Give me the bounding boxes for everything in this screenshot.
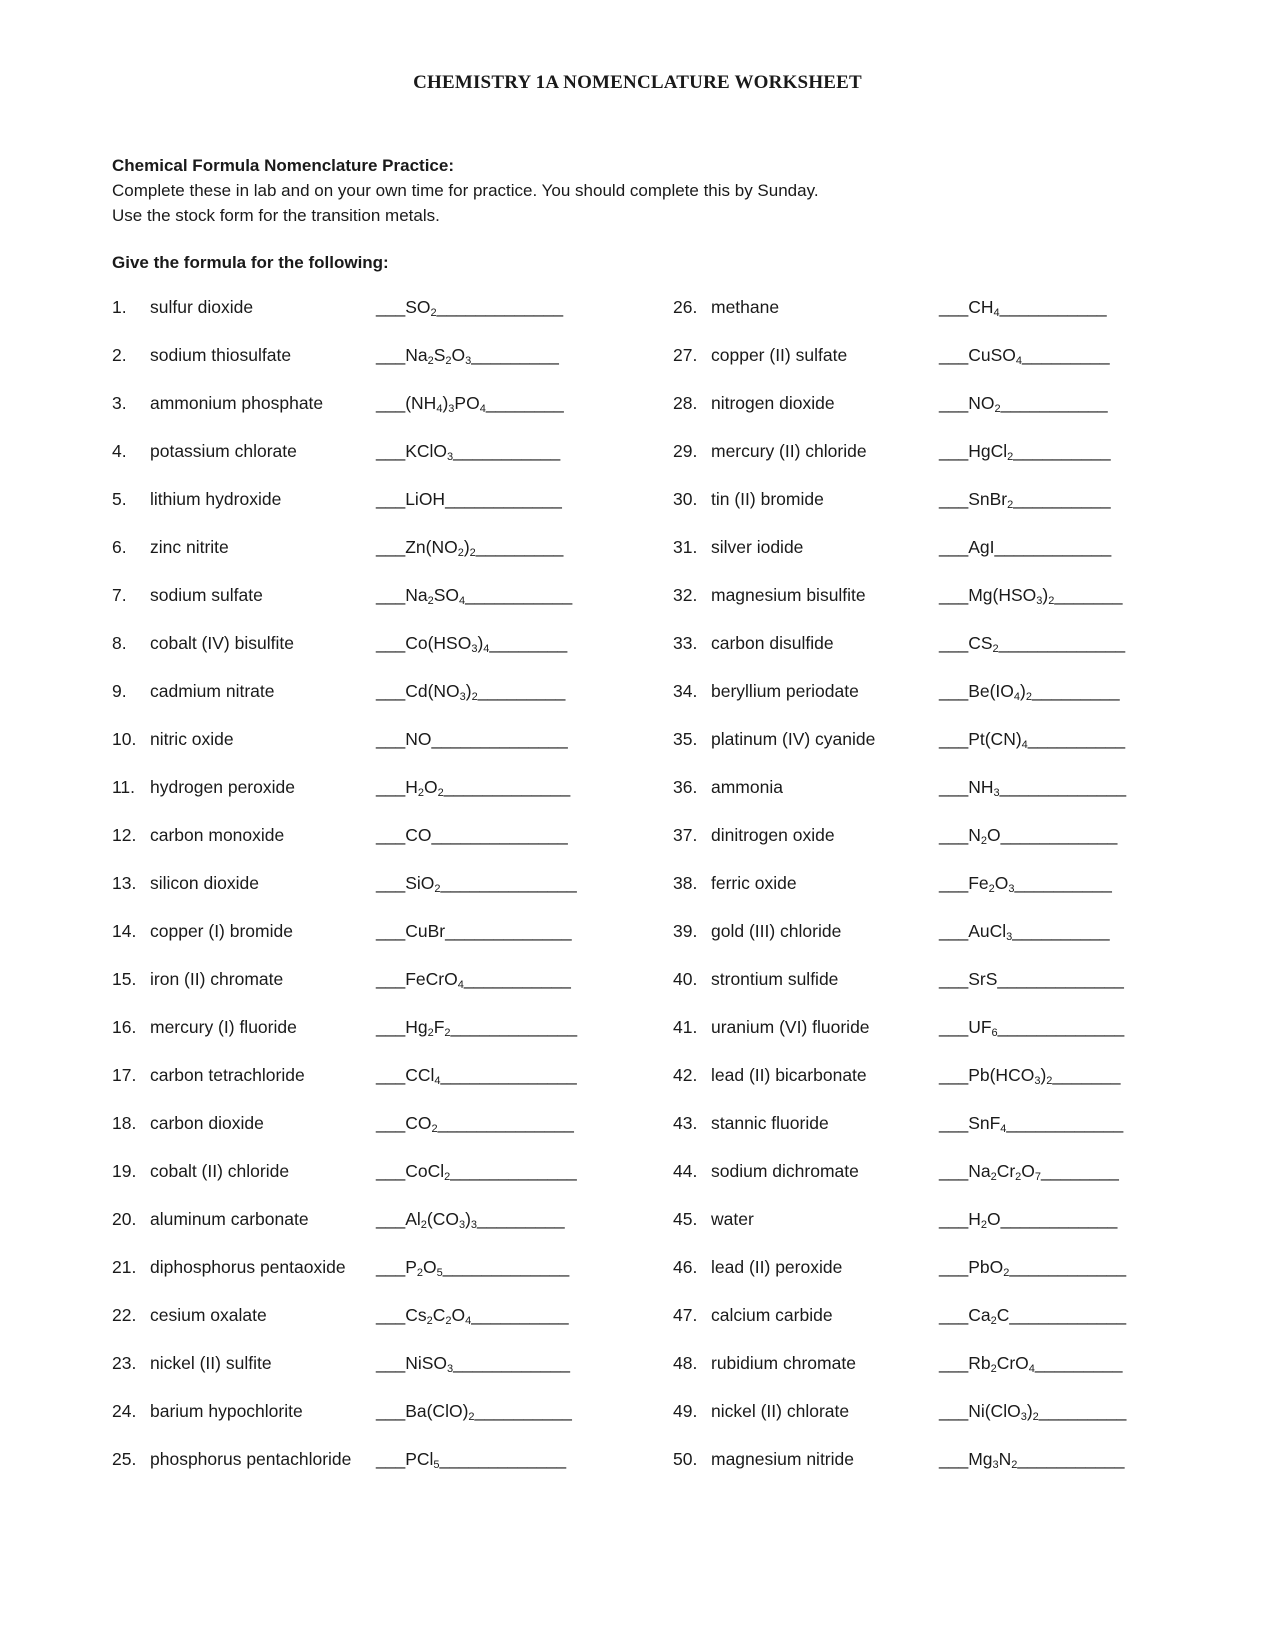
item-number: 8. bbox=[112, 633, 127, 653]
compound-name: sodium sulfate bbox=[150, 585, 263, 605]
compound-name: ammonia bbox=[711, 777, 783, 797]
formula-answer: $\_\_\_CS_2\_\_\_\_\_\_\_\_\_\_\_\_\_$ bbox=[939, 633, 1126, 655]
compound-name: rubidium chromate bbox=[711, 1353, 856, 1373]
formula-answer: ___LiOH____________ bbox=[376, 489, 562, 509]
formula-answer: ___PbO$_2$____________ bbox=[939, 1257, 1127, 1279]
item-number: 12. bbox=[112, 825, 137, 845]
item-number: 48. bbox=[673, 1353, 698, 1373]
formula-answer: $\_\_\_Co(HSO_3)_4\_\_\_\_\_\_\_\_$ bbox=[376, 633, 568, 655]
compound-name: copper (I) bromide bbox=[150, 921, 293, 941]
item-number: 20. bbox=[112, 1209, 137, 1229]
formula-answer: $\_\_\_CH_4\_\_\_\_\_\_\_\_\_\_\_$ bbox=[939, 297, 1107, 319]
item-number: 3. bbox=[112, 393, 127, 413]
item-number: 28. bbox=[673, 393, 698, 413]
item-number: 33. bbox=[673, 633, 698, 653]
item-number: 46. bbox=[673, 1257, 698, 1277]
item-number: 27. bbox=[673, 345, 698, 365]
compound-name: cadmium nitrate bbox=[150, 681, 275, 701]
formula-answer: ___SrS_____________ bbox=[939, 969, 1124, 989]
formula-answer: $\_\_\_NO_2\_\_\_\_\_\_\_\_\_\_\_$ bbox=[939, 393, 1108, 415]
formula-answer: ___AgI____________ bbox=[939, 537, 1112, 557]
formula-answer: ___NO______________ bbox=[376, 729, 568, 749]
compound-name: carbon dioxide bbox=[150, 1113, 264, 1133]
page-title: CHEMISTRY 1A NOMENCLATURE WORKSHEET bbox=[413, 72, 862, 93]
compound-name: sodium thiosulfate bbox=[150, 345, 292, 365]
formula-answer: ___CuSO$_4$_________ bbox=[939, 345, 1110, 367]
compound-name: carbon monoxide bbox=[150, 825, 285, 845]
compound-name: nickel (II) sulfite bbox=[150, 1353, 272, 1373]
compound-name: ferric oxide bbox=[711, 873, 797, 893]
item-number: 1. bbox=[112, 297, 127, 317]
formula-answer: $\_\_\_Rb_2CrO_4\_\_\_\_\_\_\_\_\_$ bbox=[939, 1353, 1123, 1375]
item-number: 5. bbox=[112, 489, 127, 509]
compound-name: nickel (II) chlorate bbox=[711, 1401, 850, 1421]
formula-answer: $\_\_\_H_2O_2\_\_\_\_\_\_\_\_\_\_\_\_\_$ bbox=[376, 777, 571, 799]
formula-answer: $\_\_\_UF_6\_\_\_\_\_\_\_\_\_\_\_\_\_$ bbox=[939, 1017, 1125, 1039]
item-number: 22. bbox=[112, 1305, 137, 1325]
item-number: 21. bbox=[112, 1257, 137, 1277]
item-number: 49. bbox=[673, 1401, 698, 1421]
formula-answer: $\_\_\_Na_2S_2O_3\_\_\_\_\_\_\_\_\_$ bbox=[376, 345, 559, 367]
compound-name: carbon tetrachloride bbox=[150, 1065, 305, 1085]
item-number: 39. bbox=[673, 921, 698, 941]
compound-name: cesium oxalate bbox=[150, 1305, 267, 1325]
item-number: 15. bbox=[112, 969, 137, 989]
compound-name: hydrogen peroxide bbox=[150, 777, 295, 797]
compound-name: dinitrogen oxide bbox=[711, 825, 835, 845]
compound-name: lead (II) peroxide bbox=[711, 1257, 843, 1277]
compound-name: strontium sulfide bbox=[711, 969, 839, 989]
formula-answer: ___SiO$_2$______________ bbox=[376, 873, 577, 895]
formula-answer: $\_\_\_H_2O\_\_\_\_\_\_\_\_\_\_\_\_$ bbox=[939, 1209, 1118, 1231]
formula-answer: ___KClO$_3$___________ bbox=[376, 441, 561, 463]
compound-name: diphosphorus pentaoxide bbox=[150, 1257, 346, 1277]
compound-name: silver iodide bbox=[711, 537, 804, 557]
section-heading: Chemical Formula Nomenclature Practice: bbox=[112, 156, 455, 175]
item-number: 36. bbox=[673, 777, 698, 797]
instructions bbox=[112, 153, 819, 228]
formula-answer: $\_\_\_Cd(NO_3)_2\_\_\_\_\_\_\_\_\_$ bbox=[376, 681, 566, 703]
compound-name: calcium carbide bbox=[711, 1305, 833, 1325]
compound-name: tin (II) bromide bbox=[711, 489, 824, 509]
item-number: 37. bbox=[673, 825, 698, 845]
compound-name: sulfur dioxide bbox=[150, 297, 254, 317]
item-number: 35. bbox=[673, 729, 698, 749]
item-number: 38. bbox=[673, 873, 698, 893]
formula-answer: ___CO______________ bbox=[376, 825, 568, 845]
compound-name: uranium (VI) fluoride bbox=[711, 1017, 870, 1037]
formula-answer: $\_\_\_Zn(NO_2)_2\_\_\_\_\_\_\_\_\_$ bbox=[376, 537, 564, 559]
compound-name: phosphorus pentachloride bbox=[150, 1449, 352, 1469]
formula-answer: $\_\_\_Mg_3N_2\_\_\_\_\_\_\_\_\_\_\_$ bbox=[939, 1449, 1125, 1471]
item-number: 34. bbox=[673, 681, 698, 701]
compound-name: copper (II) sulfate bbox=[711, 345, 848, 365]
formula-answer: ___SnBr$_2$__________ bbox=[939, 489, 1111, 511]
compound-name: magnesium bisulfite bbox=[711, 585, 866, 605]
formula-answer: $\_\_\_Pt(CN)_4\_\_\_\_\_\_\_\_\_\_$ bbox=[939, 729, 1126, 751]
formula-answer: ___CoCl$_2$_____________ bbox=[376, 1161, 577, 1183]
formula-answer: ___CCl$_4$______________ bbox=[376, 1065, 577, 1087]
compound-name: platinum (IV) cyanide bbox=[711, 729, 876, 749]
formula-answer: $\_\_\_Ni(ClO_3)_2\_\_\_\_\_\_\_\_\_$ bbox=[939, 1401, 1127, 1423]
item-number: 4. bbox=[112, 441, 127, 461]
compound-name: stannic fluoride bbox=[711, 1113, 829, 1133]
formula-answer: $\_\_\_Pb(HCO_3)_2\_\_\_\_\_\_\_$ bbox=[939, 1065, 1121, 1087]
item-number: 47. bbox=[673, 1305, 698, 1325]
compound-name: zinc nitrite bbox=[150, 537, 229, 557]
instruction-line-2: Use the stock form for the transition metals. bbox=[112, 206, 440, 225]
formula-answer: $\_\_\_Ca_2C\_\_\_\_\_\_\_\_\_\_\_\_$ bbox=[939, 1305, 1127, 1327]
item-number: 45. bbox=[673, 1209, 698, 1229]
compound-name: mercury (II) chloride bbox=[711, 441, 867, 461]
item-number: 13. bbox=[112, 873, 137, 893]
instruction-line-1: Complete these in lab and on your own time for practice. You should complete this by Sunday. bbox=[112, 181, 819, 200]
item-number: 2. bbox=[112, 345, 127, 365]
formula-answer: $\_\_\_Be(IO_4)_2\_\_\_\_\_\_\_\_\_$ bbox=[939, 681, 1120, 703]
compound-name: lithium hydroxide bbox=[150, 489, 282, 509]
item-number: 24. bbox=[112, 1401, 137, 1421]
item-number: 16. bbox=[112, 1017, 137, 1037]
formula-answer: $\_\_\_SO_2\_\_\_\_\_\_\_\_\_\_\_\_\_$ bbox=[376, 297, 564, 319]
formula-answer: $\_\_\_P_2O_5\_\_\_\_\_\_\_\_\_\_\_\_\_$ bbox=[376, 1257, 570, 1279]
item-number: 19. bbox=[112, 1161, 137, 1181]
formula-answer: $\_\_\_NH_3\_\_\_\_\_\_\_\_\_\_\_\_\_$ bbox=[939, 777, 1127, 799]
item-number: 30. bbox=[673, 489, 698, 509]
item-number: 50. bbox=[673, 1449, 698, 1469]
compound-name: nitrogen dioxide bbox=[711, 393, 835, 413]
compound-name: aluminum carbonate bbox=[150, 1209, 309, 1229]
formula-answer: $\_\_\_Hg_2F_2\_\_\_\_\_\_\_\_\_\_\_\_\_$ bbox=[376, 1017, 578, 1039]
compound-name: cobalt (II) chloride bbox=[150, 1161, 290, 1181]
compound-name: nitric oxide bbox=[150, 729, 234, 749]
compound-name: barium hypochlorite bbox=[150, 1401, 303, 1421]
item-number: 6. bbox=[112, 537, 127, 557]
formula-answer: ___PCl$_5$_____________ bbox=[376, 1449, 567, 1471]
compound-name: sodium dichromate bbox=[711, 1161, 859, 1181]
compound-name: beryllium periodate bbox=[711, 681, 859, 701]
item-number: 31. bbox=[673, 537, 698, 557]
formula-answer: ___CuBr_____________ bbox=[376, 921, 572, 941]
formula-answer: $\_\_\_Mg(HSO_3)_2\_\_\_\_\_\_\_$ bbox=[939, 585, 1123, 607]
item-number: 17. bbox=[112, 1065, 137, 1085]
item-number: 9. bbox=[112, 681, 127, 701]
formula-answer: ___NiSO$_3$____________ bbox=[376, 1353, 570, 1375]
formula-answer: ___FeCrO$_4$___________ bbox=[376, 969, 571, 991]
item-number: 40. bbox=[673, 969, 698, 989]
item-number: 10. bbox=[112, 729, 137, 749]
formula-answer: $\_\_\_CO_2\_\_\_\_\_\_\_\_\_\_\_\_\_\_$ bbox=[376, 1113, 574, 1135]
compound-name: mercury (I) fluoride bbox=[150, 1017, 297, 1037]
formula-answer: $\_\_\_Al_2(CO_3)_3\_\_\_\_\_\_\_\_\_$ bbox=[376, 1209, 565, 1231]
item-number: 11. bbox=[112, 777, 136, 797]
formula-answer: $\_\_\_Ba(ClO)_2\_\_\_\_\_\_\_\_\_\_$ bbox=[376, 1401, 572, 1423]
formula-answer: ___HgCl$_2$__________ bbox=[939, 441, 1111, 463]
compound-name: silicon dioxide bbox=[150, 873, 259, 893]
compound-name: iron (II) chromate bbox=[150, 969, 284, 989]
formula-answer: $\_\_\_N_2O\_\_\_\_\_\_\_\_\_\_\_\_$ bbox=[939, 825, 1118, 847]
compound-name: methane bbox=[711, 297, 780, 317]
formula-answer: $\_\_\_Na_2Cr_2O_7\_\_\_\_\_\_\_\_$ bbox=[939, 1161, 1119, 1183]
item-number: 32. bbox=[673, 585, 698, 605]
item-number: 14. bbox=[112, 921, 137, 941]
formula-answer: $\_\_\_Na_2SO_4\_\_\_\_\_\_\_\_\_\_\_$ bbox=[376, 585, 573, 607]
item-number: 43. bbox=[673, 1113, 698, 1133]
item-number: 23. bbox=[112, 1353, 137, 1373]
formula-answer: ___SnF$_4$____________ bbox=[939, 1113, 1124, 1135]
question-prompt: Give the formula for the following: bbox=[112, 253, 389, 272]
formula-answer: $\_\_\_Cs_2C_2O_4\_\_\_\_\_\_\_\_\_\_$ bbox=[376, 1305, 569, 1327]
compound-name: water bbox=[711, 1209, 754, 1229]
compound-name: gold (III) chloride bbox=[711, 921, 842, 941]
item-number: 42. bbox=[673, 1065, 698, 1085]
compound-name: potassium chlorate bbox=[150, 441, 297, 461]
compound-name: lead (II) bicarbonate bbox=[711, 1065, 867, 1085]
item-number: 41. bbox=[673, 1017, 698, 1037]
compound-name: cobalt (IV) bisulfite bbox=[150, 633, 294, 653]
formula-answer: $\_\_\_(NH_4)_3PO_4\_\_\_\_\_\_\_\_$ bbox=[376, 393, 564, 415]
formula-answer: $\_\_\_Fe_2O_3\_\_\_\_\_\_\_\_\_\_$ bbox=[939, 873, 1112, 895]
item-number: 29. bbox=[673, 441, 698, 461]
item-number: 26. bbox=[673, 297, 698, 317]
compound-name: ammonium phosphate bbox=[150, 393, 324, 413]
compound-name: carbon disulfide bbox=[711, 633, 834, 653]
formula-answer: ___AuCl$_3$__________ bbox=[939, 921, 1110, 943]
compound-name: magnesium nitride bbox=[711, 1449, 854, 1469]
item-number: 18. bbox=[112, 1113, 137, 1133]
item-number: 7. bbox=[112, 585, 127, 605]
item-number: 25. bbox=[112, 1449, 137, 1469]
item-number: 44. bbox=[673, 1161, 698, 1181]
